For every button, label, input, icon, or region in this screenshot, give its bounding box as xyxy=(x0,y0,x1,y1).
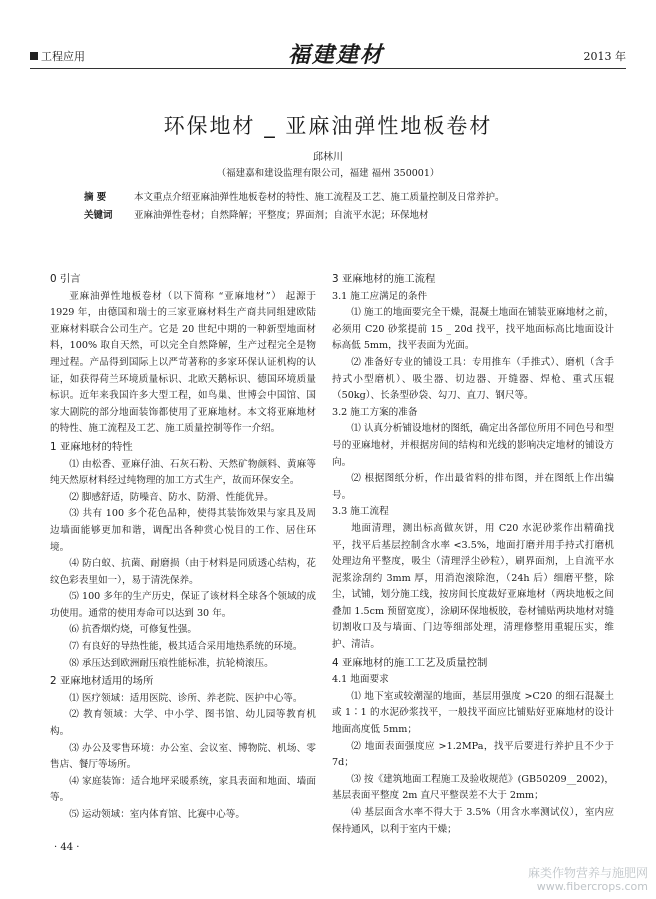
abstract-text: 本文重点介绍亚麻油弹性地板卷材的特性、施工流程及工艺、施工质量控制及日常养护。 xyxy=(134,192,505,203)
paragraph: ⑴ 认真分析铺设地材的图纸，确定出各部位所用不同色号和型号的亚麻地材，并根据房间的结构和光线的影响决定地材的铺设方向。 xyxy=(332,423,614,468)
section-label: 工程应用 xyxy=(30,48,85,64)
section-heading: 1 亚麻地材的特性 xyxy=(50,440,133,453)
article-author: 邱林川 xyxy=(313,152,343,163)
watermark-url: www.fibercrops.com xyxy=(536,880,648,893)
paragraph: ⑹ 抗香烟灼烧，可修复性强。 xyxy=(69,624,197,636)
paragraph: ⑴ 由松香、亚麻仔油、石灰石粉、天然矿物颜料、黄麻等纯天然原材料经过纯物理的加工方式生产，故而环保安全。 xyxy=(50,458,316,487)
abstract-row xyxy=(84,189,505,203)
article-affiliation: （福建嘉和建设监理有限公司，福建 福州 350001） xyxy=(216,168,440,179)
keywords-row xyxy=(84,207,429,221)
subsection-heading: 3.2 施工方案的准备 xyxy=(332,406,418,418)
paragraph: ⑵ 根据图纸分析，作出最省料的排布图，并在图纸上作出编号。 xyxy=(332,473,614,501)
abstract-label: 摘 要 xyxy=(84,192,107,203)
section-heading: 2 亚麻地材适用的场所 xyxy=(50,675,154,688)
paragraph: ⑴ 地下室或较潮湿的地面，基层用强度 >C20 的细石混凝土或 1∶1 的水泥砂浆找平，一般找平面应比铺贴好亚麻地材的设计地面高度低 5mm； xyxy=(332,690,614,736)
section-heading: 3 亚麻地材的施工流程 xyxy=(332,273,436,285)
subsection-heading: 3.1 施工应满足的条件 xyxy=(332,290,428,302)
page-number: · 44 · xyxy=(54,842,80,853)
paragraph: ⑻ 承压达到欧洲耐压痕性能标准，抗轮椅滚压。 xyxy=(69,657,274,669)
journal-logo: 福建建材 xyxy=(288,42,385,68)
paragraph: ⑴ 医疗领域：适用医院、诊所、养老院、医护中心等。 xyxy=(69,692,303,704)
paragraph: ⑸ 运动领域：室内体育馆、比赛中心等。 xyxy=(69,809,245,820)
paragraph: ⑵ 脚感舒适，防噪音、防水、防滑、性能优异。 xyxy=(69,491,274,503)
article-title: 环保地材 _ 亚麻油弹性地板卷材 xyxy=(163,114,493,138)
header-rule xyxy=(30,68,626,69)
paragraph: ⑵ 地面表面强度应 >1.2MPa，找平后要进行养护且不少于 7d； xyxy=(332,740,614,769)
paragraph: 亚麻油弹性地板卷材（以下简称 “亚麻地材”） 起源于1929 年，由德国和瑞士的三家亚麻材料生产商共同组建欧陆亚麻材料联合公司生产。它是 20 世纪中期的一种新型地面材料，100% 取自天然，可以完全自然降解，生产过程完全是物理过程。产品得到国际上以严苛著称的多家环保认证机构的认证，如获得荷兰环境质量标识、北欧天鹅标识、德国环境质量标识。近年来我国许多大型工程，如鸟巢、世博会中国馆、国家大剧院的部分地面装饰都使用了亚麻地材。本文将亚麻地材的特性、施工流程及工艺、施工质量控制等作一介绍。 xyxy=(50,290,316,435)
square-bullet-icon xyxy=(30,52,38,60)
paragraph: ⑶ 共有 100 多个花色品种，使得其装饰效果与家具及周边墙面能够更加和谐，调配出各种赏心悦目的工作、居住环境。 xyxy=(50,508,316,553)
paragraph: ⑶ 按《建筑地面工程施工及验收规范》(GB50209__2002)，基层表面平整度 2m 直尺平整误差不大于 2mm； xyxy=(332,773,614,802)
paragraph: ⑺ 有良好的导热性能，极其适合采用地热系统的环境。 xyxy=(69,641,303,653)
paragraph: 地面清理，测出标高做灰饼，用 C20 水泥砂浆作出精确找平，找平后基层控制含水率 <3.5%，地面打磨并用手持式打磨机处理边角平整度，吸尘（清理浮尘砂粒），刷界面剂，上自流平水泥浆涂刮约 3mm 厚，用消泡滚除泡，（24h 后）细磨平整，除尘，试铺，划分施工线，按房间长度裁好亚麻地材（两块地板之间叠加 1.5cm 预留宽度），涂刷环保地板胶，卷材铺贴两块地材对缝切割收口及与墙面、门边等细部处理，清理修整用重辊压实，维护、清洁。 xyxy=(332,522,614,651)
right-column xyxy=(332,270,614,838)
paragraph: ⑵ 教育领域：大学、中小学、图书馆、幼儿园等教育机构。 xyxy=(50,709,316,738)
paragraph: ⑷ 家庭装饰：适合地坪采暖系统，家具表面和地面、墙面等。 xyxy=(50,775,316,804)
paragraph: ⑷ 防白蚁、抗菌、耐磨损（由于材料是同质透心结构，花纹色彩表里如一），易于清洗保养。 xyxy=(50,558,316,586)
subsection-heading: 3.3 施工流程 xyxy=(332,506,389,518)
paragraph: ⑶ 办公及零售环境：办公室、会议室、博物院、机场、零售店、餐厅等场所。 xyxy=(50,742,316,771)
keywords-text: 亚麻油弹性卷材；自然降解；平整度；界面剂；自流平水泥；环保地材 xyxy=(134,210,429,221)
left-column xyxy=(50,270,316,824)
subsection-heading: 4.1 地面要求 xyxy=(332,674,389,686)
paragraph: ⑸ 100 多年的生产历史，保证了该材料全球各个领域的成功使用。通常的使用寿命可以达到 30 年。 xyxy=(50,591,316,619)
paragraph: ⑷ 基层面含水率不得大于 3.5%（用含水率测试仪），室内应保持通风，以利于室内干燥； xyxy=(332,807,614,835)
header-year: 2013 年 xyxy=(583,50,626,63)
watermark-site-name: 麻类作物营养与施肥网 xyxy=(527,866,648,880)
section-heading: 0 引言 xyxy=(50,273,81,285)
paragraph: ⑴ 施工的地面要完全干燥，混凝土地面在铺装亚麻地材之前，必须用 C20 砂浆提前 15 _ 20d 找平，找平地面标高比地面设计标高低 5mm，找平表面为光面。 xyxy=(332,307,614,352)
keywords-label: 关键词 xyxy=(84,210,113,221)
section-heading: 4 亚麻地材的施工工艺及质量控制 xyxy=(332,656,488,669)
paragraph: ⑵ 准备好专业的铺设工具：专用推车（手推式）、磨机（含手持式小型磨机）、吸尘器、切边器、开缝器、焊枪、重式压辊（50kg）、长条型砂袋、勾刀、直刀、钢尺等。 xyxy=(332,356,614,402)
